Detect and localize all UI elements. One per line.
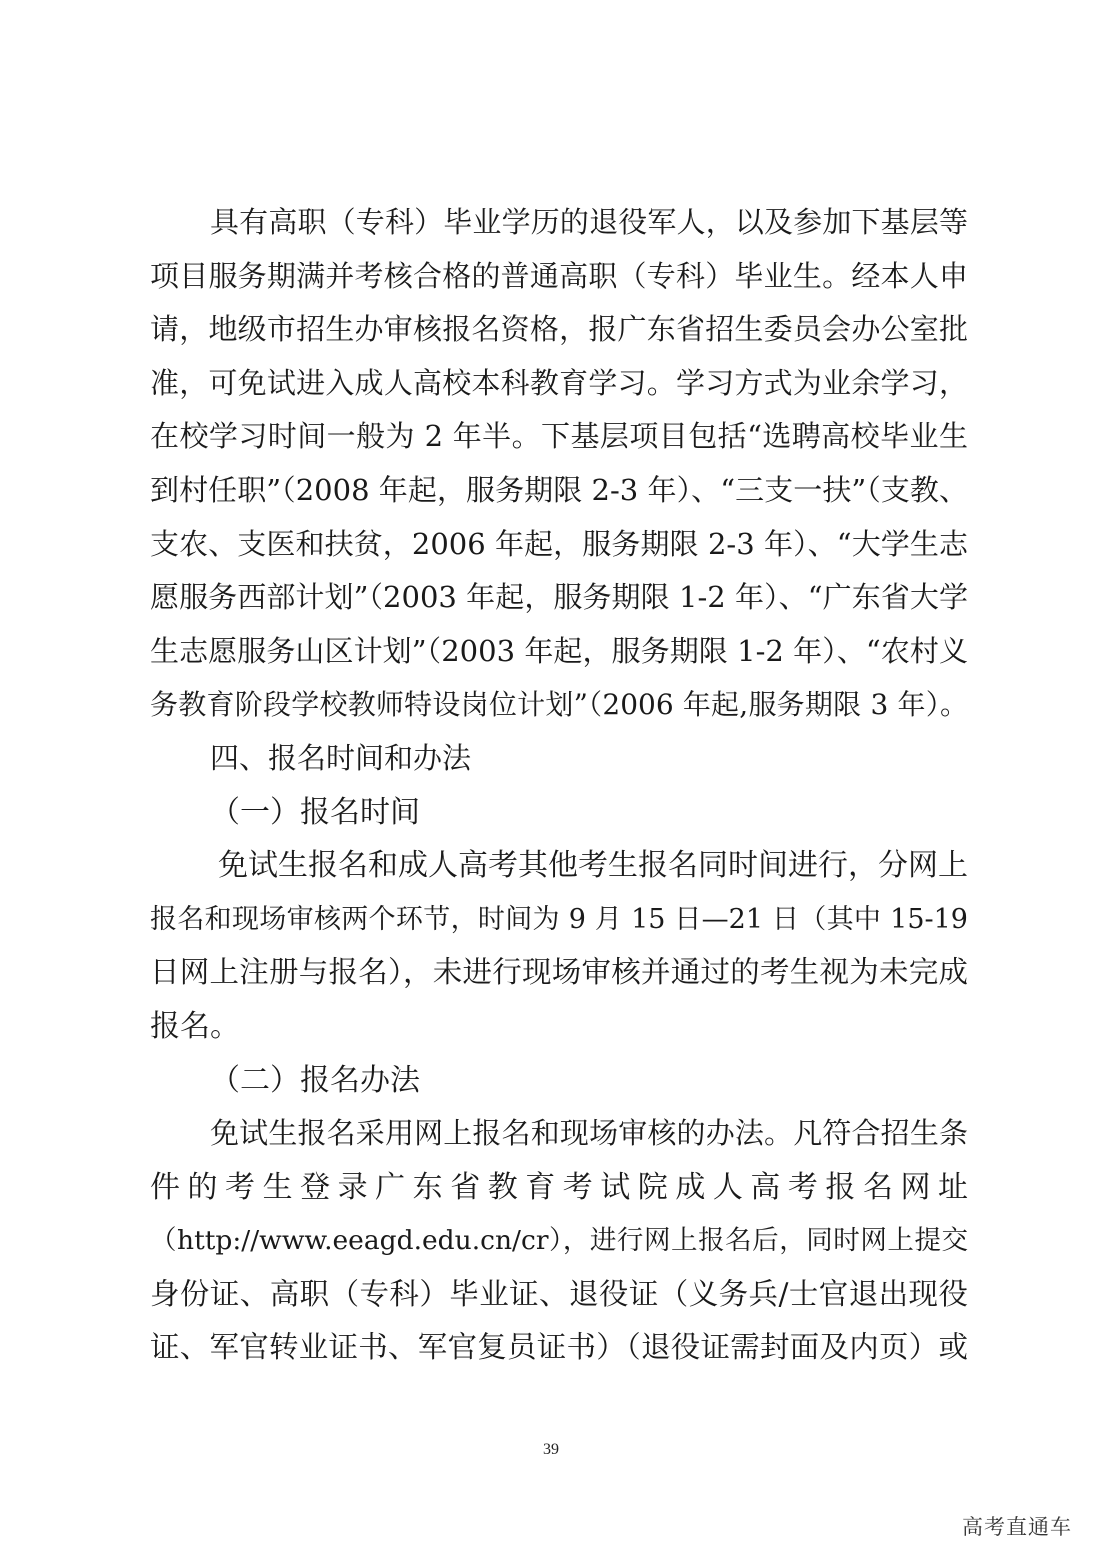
section-heading: 四、报名时间和办法 [210,740,472,775]
paragraph-line: 准，可免试进入成人高校本科教育学习。学习方式为业余学习， [150,365,968,400]
paragraph-line: 件的考生登录广东省教育考试院成人高考报名网址 [150,1169,968,1205]
paragraph-line: 具有高职（专科）毕业学历的退役军人，以及参加下基层等 [210,205,968,239]
paragraph-line: 在校学习时间一般为 2 年半。下基层项目包括“选聘高校毕业生 [150,419,968,454]
paragraph-line: 身份证、高职（专科）毕业证、退役证（义务兵/士官退出现役 [150,1276,968,1311]
paragraph-line: 愿服务西部计划”（2003 年起，服务期限 1-2 年）、“广东省大学 [150,580,968,615]
paragraph-line: 免试生报名采用网上报名和现场审核的办法。凡符合招生条 [210,1116,968,1151]
paragraph-line: 报名和现场审核两个环节，时间为 9 月 15 日—21 日（其中 15-19 [150,903,968,935]
paragraph-line: 请，地级市招生办审核报名资格，报广东省招生委员会办公室批 [150,312,968,347]
paragraph-line: 到村任职”（2008 年起，服务期限 2-3 年）、“三支一扶”（支教、 [150,472,968,507]
paragraph-line: 项目服务期满并考核合格的普通高职（专科）毕业生。经本人申 [150,258,968,293]
paragraph-line: 日网上注册与报名），未进行现场审核并通过的考生视为未完成 [150,955,968,990]
paragraph-line: 证、军官转业证书、军官复员证书）（退役证需封面及内页）或 [150,1330,968,1365]
paragraph-line: 报名。 [150,1008,240,1044]
paragraph-line: 生志愿服务山区计划”（2003 年起，服务期限 1-2 年）、“农村义 [150,633,968,668]
paragraph-line: （http://www.eeagd.edu.cn/cr），进行网上报名后，同时网上提交 [150,1225,968,1257]
subsection-heading: （二）报名办法 [210,1062,420,1098]
paragraph-line: 支农、支医和扶贫，2006 年起，服务期限 2-3 年）、“大学生志 [150,526,968,561]
paragraph-line: 务教育阶段学校教师特设岗位计划”（2006 年起,服务期限 3 年）。 [150,688,968,722]
document-body [150,196,968,1375]
watermark: 高考直通车 [962,1515,1072,1539]
paragraph-line: 免试生报名和成人高考其他考生报名同时间进行，分网上 [218,848,968,884]
subsection-heading: （一）报名时间 [210,794,420,830]
page-number: 39 [543,1441,559,1458]
